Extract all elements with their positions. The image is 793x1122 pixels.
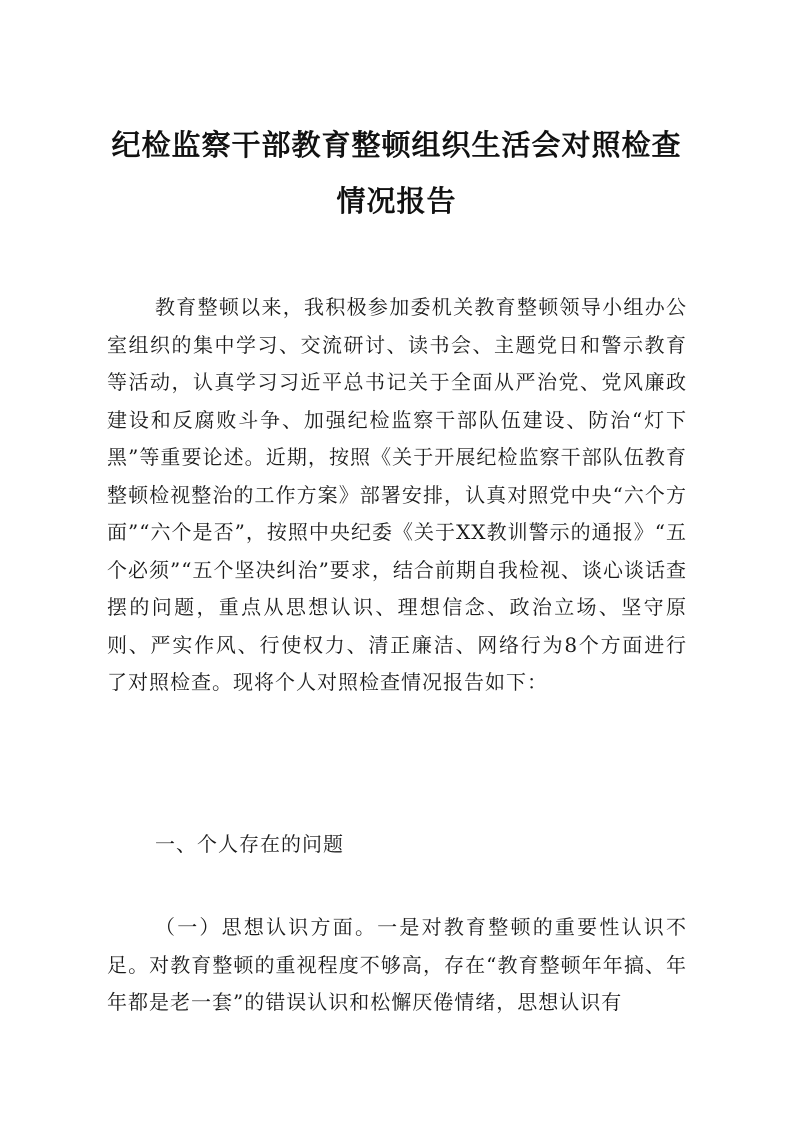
document-title: 纪检监察干部教育整顿组织生活会对照检查情况报告 bbox=[111, 128, 682, 218]
intro-paragraph: 教育整顿以来，我积极参加委机关教育整顿领导小组办公室组织的集中学习、交流研讨、读书会、主题党日和警示教育等活动，认真学习习近平总书记关于全面从严治党、党风廉政建设和反腐败斗争、加强纪检监察干部队伍建设、防治“灯下黑”等重要论述。近期，按照《关于开展纪检监察干部队伍教育整顿检视整治的工作方案》部署安排，认真对照党中央“六个方面”“六个是否”，按照中央纪委《关于XX教训警示的通报》“五个必须”“五个坚决纠治”要求，结合前期自我检视、谈心谈话查摆的问题，重点从思想认识、理想信念、政治立场、坚守原则、严实作风、行使权力、清正廉洁、网络行为8个方面进行了对照检查。现将个人对照检查情况报告如下： bbox=[107, 295, 687, 694]
section-heading: 一、个人存在的问题 bbox=[155, 832, 344, 856]
item-one-paragraph: （一）思想认识方面。一是对教育整顿的重要性认识不足。对教育整顿的重视程度不够高，存在“教育整顿年年搞、年年都是老一套”的错误认识和松懈厌倦情绪，思想认识有 bbox=[107, 915, 687, 1014]
